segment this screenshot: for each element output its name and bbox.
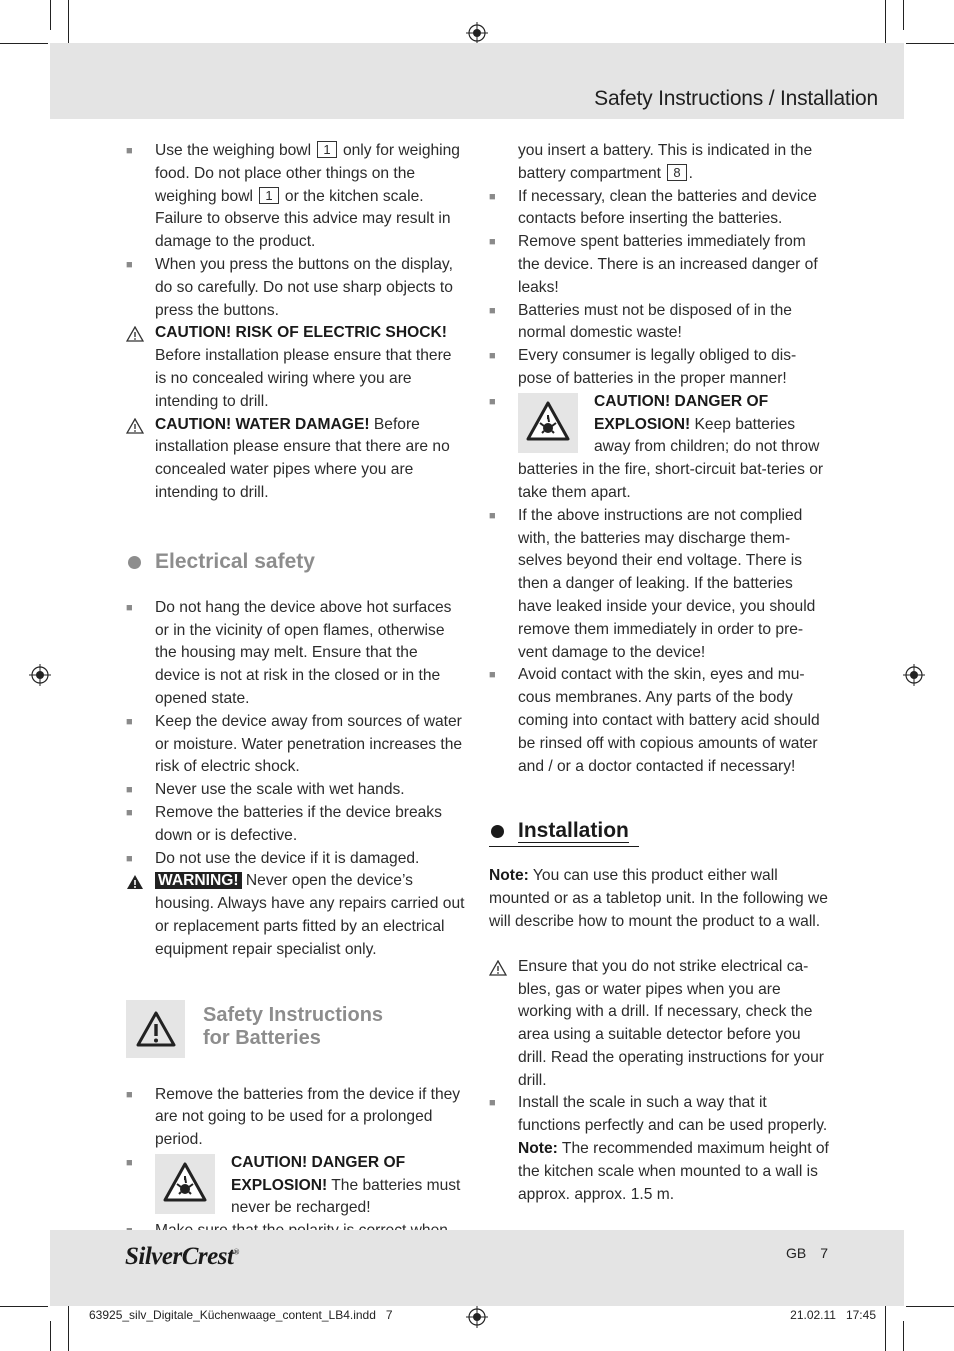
caution-label: CAUTION! DANGER OF EXPLOSION! — [594, 392, 769, 433]
bullet-icon: ■ — [126, 1156, 133, 1169]
print-slug-date: 21.02.11 17:45 — [790, 1308, 876, 1322]
explosion-box — [518, 393, 578, 453]
crop-mark — [885, 1306, 886, 1351]
caution-water — [126, 414, 466, 505]
explosion-warning — [126, 1152, 466, 1220]
registration-mark-icon — [466, 1306, 488, 1328]
list-item: ■ Install the scale in such a way that it functions perfectly and can be used properly. Note: The recommended maximum height of the kitchen scale when mounted to a wall is approx. approx. 1.5 m. — [489, 1094, 829, 1203]
list-item: ■ Never use the scale with wet hands. — [126, 779, 466, 802]
warning-triangle-icon — [126, 418, 144, 434]
caution-text: Keep batteries away from children; do not throw batteries in the fire, short-circuit bat-teries or take them apart. — [518, 415, 824, 501]
list-item: ■ If necessary, clean the batteries and device contacts before inserting the batteries. — [489, 187, 817, 228]
list-item — [126, 254, 466, 322]
bullet-icon: ■ — [126, 601, 133, 614]
crop-mark — [68, 1306, 69, 1351]
bullet-icon: ■ — [126, 852, 133, 865]
list-item: ■ If the above instructions are not complied with, the batteries may discharge them-selves beyond their end voltage. There is then a danger of leaking. If the batteries have leaked inside your device, you should remove them immediately in order to pre-vent damage to the device! — [489, 506, 816, 661]
warning-block — [126, 870, 466, 961]
crop-mark — [50, 1321, 51, 1351]
warning-text: Never open the device’s housing. Always have any repairs carried out or replacement parts fitted by an electrical equipment repair specialist only. — [155, 872, 465, 958]
crop-mark — [50, 0, 51, 30]
registration-mark-icon — [466, 22, 488, 44]
caution-label: CAUTION! RISK OF ELECTRIC SHOCK! — [155, 324, 447, 342]
crop-mark — [903, 0, 904, 30]
registration-mark-icon — [29, 664, 51, 686]
warning-label: WARNING! — [155, 872, 242, 889]
bullet-icon: ■ — [126, 145, 133, 157]
list-item: ■ Keep the device away from sources of water or moisture. Water penetration increases the risk of electric shock. — [126, 712, 463, 776]
list-item-continued: you insert a battery. This is indicated in the battery compartment 8 . — [518, 142, 813, 182]
caution-text: The batteries must never be recharged! — [231, 1176, 461, 1217]
caution-text: Before installation please ensure that there are no concealed water pipes where you are intending to drill. — [155, 415, 450, 501]
brand-logo: SilverCrest® — [125, 1243, 239, 1270]
bullet-icon: ■ — [489, 509, 496, 522]
batteries-warning-box — [126, 1000, 185, 1058]
bullet-icon: ■ — [489, 236, 496, 249]
right-column — [489, 140, 829, 1206]
list-item: ■ Do not hang the device above hot surfaces or in the vicinity of open flames, otherwise the housing may melt. Ensure that the device is not at risk in the closed or in the opened state. — [126, 598, 452, 707]
install-warning: Ensure that you do not strike electrical ca-bles, gas or water pipes when you are working with a drill. If necessary, check the area using a suitable detector before you drill. Read the operating instructions for your drill. — [489, 956, 829, 1093]
crop-mark — [903, 1321, 904, 1351]
page-title: Safety Instructions / Installation — [594, 87, 878, 110]
explosion-icon — [163, 1162, 207, 1202]
bullet-icon: ■ — [126, 715, 133, 728]
language-code: GB — [785, 1245, 807, 1261]
crop-mark — [68, 0, 69, 48]
item-text: or the kitchen scale. Failure to observe this advice may result in damage to the product. — [155, 187, 451, 251]
bullet-icon: ■ — [126, 784, 133, 797]
crop-mark — [906, 1306, 954, 1307]
part-reference: 1 — [259, 187, 278, 204]
section-title-line: for Batteries — [203, 1026, 321, 1049]
bullet-icon: ■ — [489, 395, 496, 408]
note-paragraph: Note: You can use this product either wall mounted or as a tabletop unit. In the following we will describe how to mount the product to a wall. — [489, 867, 828, 930]
list-item: ■ Batteries must not be disposed of in the normal domestic waste! — [489, 301, 792, 342]
list-item: ■ Remove the batteries if the device breaks down or is defective. — [126, 803, 442, 844]
caution-shock — [126, 322, 466, 413]
item-text: Use the weighing bowl — [155, 142, 312, 159]
bullet-icon: ■ — [126, 806, 133, 819]
crop-mark — [906, 43, 954, 44]
explosion-icon — [526, 401, 570, 441]
bullet-dot-icon — [491, 825, 504, 838]
crop-mark — [885, 0, 886, 48]
left-column — [126, 140, 466, 1243]
bullet-icon: ■ — [489, 350, 496, 363]
bullet-icon: ■ — [126, 1088, 133, 1101]
section-heading-batteries — [126, 1000, 466, 1060]
caution-text: Before installation please ensure that there is no concealed wiring where you are intending to drill. — [155, 347, 452, 410]
caution-label: CAUTION! DANGER OF EXPLOSION! — [231, 1153, 406, 1194]
crop-mark — [0, 1306, 48, 1307]
bullet-icon: ■ — [489, 304, 496, 317]
section-title-line: Safety Instructions — [203, 1003, 384, 1026]
bullet-icon: ■ — [126, 258, 133, 271]
registration-mark-icon — [903, 664, 925, 686]
list-item: ■ Remove the batteries from the device if they are not going to be used for a prolonged period. — [126, 1085, 461, 1149]
item-text: When you press the buttons on the display, do so carefully. Do not use sharp objects to press the buttons. — [155, 255, 453, 319]
bullet-icon: ■ — [489, 669, 496, 682]
section-heading-electrical: Electrical safety — [126, 549, 466, 575]
list-item: ■ Every consumer is legally obliged to dis-pose of batteries in the proper manner! — [489, 347, 797, 387]
warning-triangle-icon — [126, 326, 144, 342]
explosion-warning — [489, 391, 829, 505]
caution-label: CAUTION! WATER DAMAGE! — [155, 415, 370, 433]
bullet-icon: ■ — [489, 190, 496, 203]
part-reference: 1 — [317, 141, 336, 158]
crop-mark — [0, 43, 48, 44]
item-text: only for weighing food. Do not place other things on the weighing bowl — [155, 142, 460, 205]
list-item — [126, 140, 466, 254]
explosion-box — [155, 1154, 215, 1214]
part-reference: 8 — [667, 164, 686, 181]
list-item: ■ Remove spent batteries immediately from the device. There is an increased danger of leaks! — [489, 233, 818, 296]
warning-triangle-icon — [136, 1011, 176, 1047]
warning-triangle-icon — [126, 874, 144, 890]
list-item: ■ Avoid contact with the skin, eyes and mu-cous membranes. Any parts of the body coming into contact with battery acid should be rinsed off with copious amounts of water and / or a doctor contacted if necessary! — [489, 666, 820, 775]
print-slug-file: 63925_silv_Digitale_Küchenwaage_content_LB4.indd 7 — [89, 1308, 393, 1322]
list-item: ■ Do not use the device if it is damaged. — [126, 848, 466, 871]
bullet-icon: ■ — [489, 1097, 496, 1110]
page-info — [786, 1245, 828, 1261]
page-number: 7 — [820, 1245, 828, 1261]
warning-triangle-icon — [489, 960, 507, 976]
bullet-dot-icon — [128, 556, 141, 569]
section-heading-installation: Installation — [489, 818, 829, 844]
